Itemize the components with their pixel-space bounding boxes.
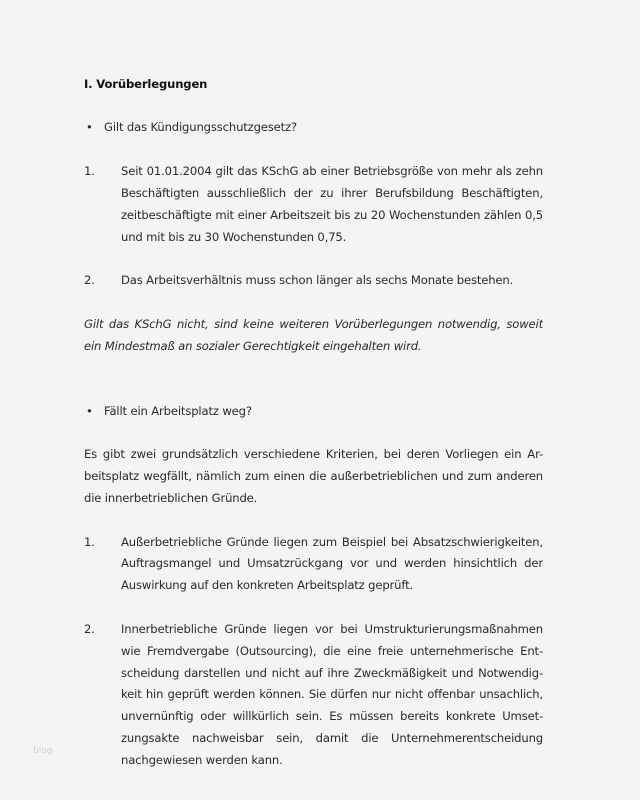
bullet-question: Gilt das Kündigungsschutzgesetz? (104, 120, 297, 134)
bullet-icon: • (86, 120, 93, 134)
italic-note-line: Gilt das KSchG nicht, sind keine weiteren Vorüberlegungen notwendig, soweit (84, 317, 543, 331)
list-item-line: nachgewiesen werden kann. (121, 753, 283, 767)
bullet-question: Fällt ein Arbeitsplatz weg? (104, 404, 252, 418)
paragraph-line: beitsplatz wegfällt, nämlich zum einen die außerbetrieblichen und zum anderen (84, 469, 543, 483)
list-item-line: und mit bis zu 30 Wochenstunden 0,75. (121, 230, 347, 244)
list-item-line: Auftragsmangel und Umsatzrückgang vor und werden hinsichtlich der (121, 556, 543, 570)
section-heading: I. Vorüberlegungen (84, 77, 208, 91)
list-item-line: unvernünftig oder willkürlich sein. Es müssen bereits konkrete Umset- (121, 709, 543, 723)
bullet-icon: • (86, 404, 93, 418)
list-item-line: zeitbeschäftigte mit einer Arbeitszeit bis zu 20 Wochenstunden zählen 0,5 (121, 208, 543, 222)
list-number: 2. (84, 622, 95, 636)
list-item-line: Das Arbeitsverhältnis muss schon länger als sechs Monate bestehen. (121, 273, 514, 287)
list-item-line: Innerbetriebliche Gründe liegen vor bei Umstrukturierungsmaßnahmen (121, 622, 543, 636)
list-number: 1. (84, 535, 95, 549)
list-item-line: zungsakte nachweisbar sein, damit die Unternehmerentscheidung (121, 731, 543, 745)
list-item-line: scheidung darstellen und nicht auf ihre Zweckmäßigkeit und Notwendig- (121, 666, 543, 680)
list-item-line: Beschäftigten ausschließlich der zu ihrer Berufsbildung Beschäftigten, (121, 186, 543, 200)
list-number: 2. (84, 273, 95, 287)
list-number: 1. (84, 164, 95, 178)
list-item-line: Seit 01.01.2004 gilt das KSchG ab einer Betriebsgröße von mehr als zehn (121, 164, 543, 178)
list-item-line: wie Fremdvergabe (Outsourcing), die eine freie unternehmerische Ent- (121, 644, 543, 658)
list-item-line: Auswirkung auf den konkreten Arbeitsplatz geprüft. (121, 578, 414, 592)
watermark: blog (33, 746, 53, 756)
italic-note-line: ein Mindestmaß an sozialer Gerechtigkeit eingehalten wird. (84, 339, 422, 353)
paragraph-line: die innerbetrieblichen Gründe. (84, 491, 258, 505)
list-item-line: Außerbetriebliche Gründe liegen zum Beispiel bei Absatzschwierigkeiten, (121, 535, 543, 549)
list-item-line: keit hin geprüft werden können. Sie dürfen nur nicht offenbar unsachlich, (121, 687, 543, 701)
paragraph-line: Es gibt zwei grundsätzlich verschiedene Kriterien, bei deren Vorliegen ein Ar- (84, 447, 543, 461)
